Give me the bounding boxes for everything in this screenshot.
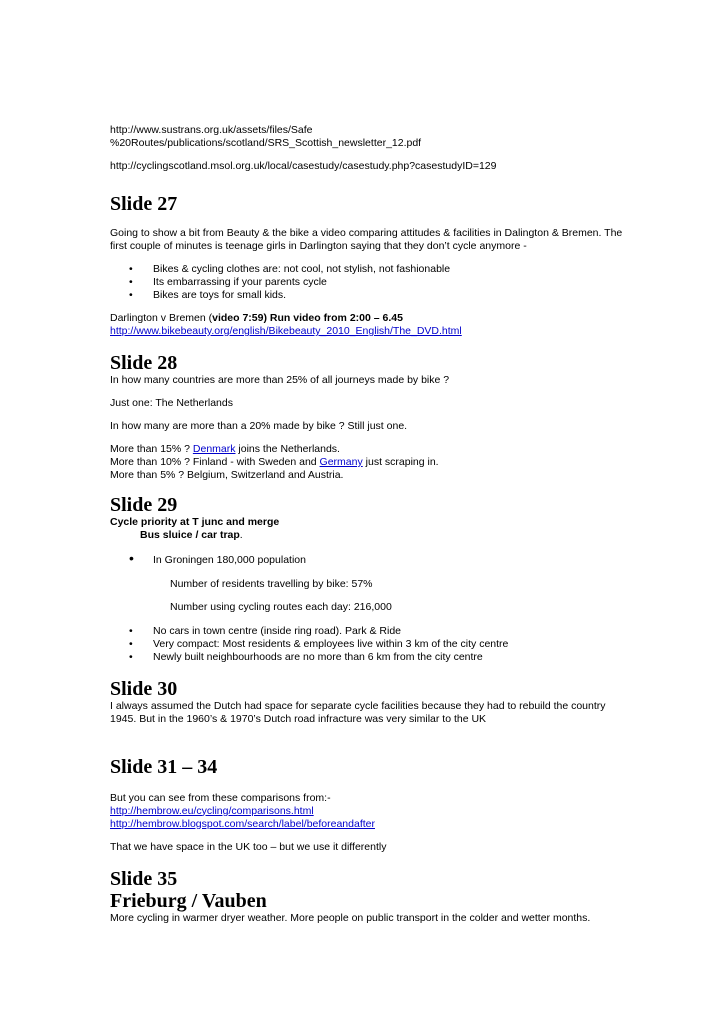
bullet-icon: • [129, 637, 133, 650]
groningen-stat-routes: Number using cycling routes each day: 216,000 [170, 601, 392, 613]
slide-35-heading: Slide 35 [110, 867, 178, 890]
hembrow-blogspot-link-text[interactable]: http://hembrow.blogspot.com/search/label/beforeandafter [110, 817, 375, 830]
bikebeauty-link-text[interactable]: http://www.bikebeauty.org/english/Bikebeauty_2010_English/The_DVD.html [110, 325, 462, 337]
slide-28-line-10pct [110, 456, 630, 469]
line-text: More than 10% ? Finland - with Sweden and [110, 456, 320, 468]
germany-link[interactable]: Germany [319, 456, 363, 468]
hembrow-comparisons-link-text[interactable]: http://hembrow.eu/cycling/comparisons.html [110, 804, 314, 817]
slide-28-heading: Slide 28 [110, 352, 178, 374]
bullet-icon: • [129, 650, 133, 663]
sustrans-link-line-1[interactable]: http://www.sustrans.org.uk/assets/files/Safe [110, 124, 313, 136]
list-item [110, 638, 630, 651]
bullet-icon: • [129, 276, 133, 288]
bullet-icon: • [129, 624, 133, 637]
list-item-text: Bikes are toys for small kids. [153, 289, 287, 301]
bullet-icon: • [129, 263, 133, 275]
list-item [110, 651, 630, 664]
list-item-text: Newly built neighbourhoods are no more than 6 km from the city centre [153, 650, 483, 663]
document-body [110, 124, 630, 925]
video-note-prefix: Darlington v Bremen ( [110, 312, 213, 324]
slide-29-bullet-list-2 [110, 625, 630, 664]
bikebeauty-link[interactable] [110, 325, 630, 338]
sustrans-link-line-2[interactable]: %20Routes/publications/scotland/SRS_Scottish_newsletter_12.pdf [110, 137, 422, 149]
line-text: joins the Netherlands. [235, 443, 340, 455]
cyclingscotland-link[interactable]: http://cyclingscotland.msol.org.uk/local/casestudy/casestudy.php?casestudyID=129 [110, 160, 497, 172]
slide-28-question-1: In how many countries are more than 25% of all journeys made by bike ? [110, 374, 450, 386]
denmark-link[interactable]: Denmark [192, 443, 236, 455]
list-item-text: Its embarrassing if your parents cycle [153, 276, 327, 288]
subtitle-punct: . [239, 529, 243, 541]
slide-30-paragraph: I always assumed the Dutch had space for separate cycle facilities because they had to rebuild the country 1945. But in the 1960’s & 1970’s Dutch road infracture was very similar to the UK [110, 699, 606, 725]
bullet-icon: • [129, 289, 133, 301]
slide-30-heading: Slide 30 [110, 677, 178, 700]
list-item-text: In Groningen 180,000 population [153, 554, 306, 566]
slide-29-heading: Slide 29 [110, 494, 178, 516]
hembrow-blogspot-link[interactable] [110, 818, 630, 831]
slide-28-answer-1: Just one: The Netherlands [110, 397, 233, 409]
slide-28-line-15pct [110, 443, 630, 456]
list-item [110, 550, 630, 567]
slide-35-subheading: Frieburg / Vauben [110, 889, 267, 912]
slide-31-paragraph-1: But you can see from these comparisons from:- [110, 791, 331, 804]
list-item-text: No cars in town centre (inside ring road). Park & Ride [153, 624, 402, 637]
slide-29-subtitle-2 [110, 529, 630, 542]
slide-29-bullet-list [110, 550, 630, 567]
hembrow-comparisons-link[interactable] [110, 805, 630, 818]
list-item-text: Bikes & cycling clothes are: not cool, not stylish, not fashionable [153, 263, 451, 275]
list-item-text: Very compact: Most residents & employees live within 3 km of the city centre [153, 637, 509, 650]
slide-35-paragraph: More cycling in warmer dryer weather. More people on public transport in the colder and wetter months. [110, 911, 591, 924]
slide-28-question-2: In how many are more than a 20% made by bike ? Still just one. [110, 420, 408, 432]
slide-28-line-5pct: More than 5% ? Belgium, Switzerland and Austria. [110, 469, 344, 481]
slide-27-paragraph: Going to show a bit from Beauty & the bike a video comparing attitudes & facilities in Dalington & Bremen. The first couple of minutes is teenage girls in Darlington saying that they don’t cycle anymore - [110, 227, 623, 252]
slide-27-heading: Slide 27 [110, 193, 178, 215]
subtitle-text: Bus sluice / car trap [140, 529, 240, 541]
slide-31-34-heading: Slide 31 – 34 [110, 755, 218, 778]
list-item [110, 276, 630, 289]
video-note-bold: video 7:59) Run video from 2:00 – 6.45 [212, 312, 403, 324]
slide-29-subtitle-1: Cycle priority at T junc and merge [110, 516, 280, 528]
line-text: just scraping in. [362, 456, 439, 468]
slide-31-paragraph-2: That we have space in the UK too – but we use it differently [110, 840, 387, 853]
line-text: More than 15% ? [110, 443, 193, 455]
slide-27-video-note [110, 312, 630, 325]
groningen-stat-bike: Number of residents travelling by bike: 57% [170, 577, 373, 590]
slide-27-bullet-list [110, 263, 630, 302]
bullet-icon: • [129, 550, 134, 566]
list-item [110, 263, 630, 276]
list-item [110, 625, 630, 638]
list-item [110, 289, 630, 302]
